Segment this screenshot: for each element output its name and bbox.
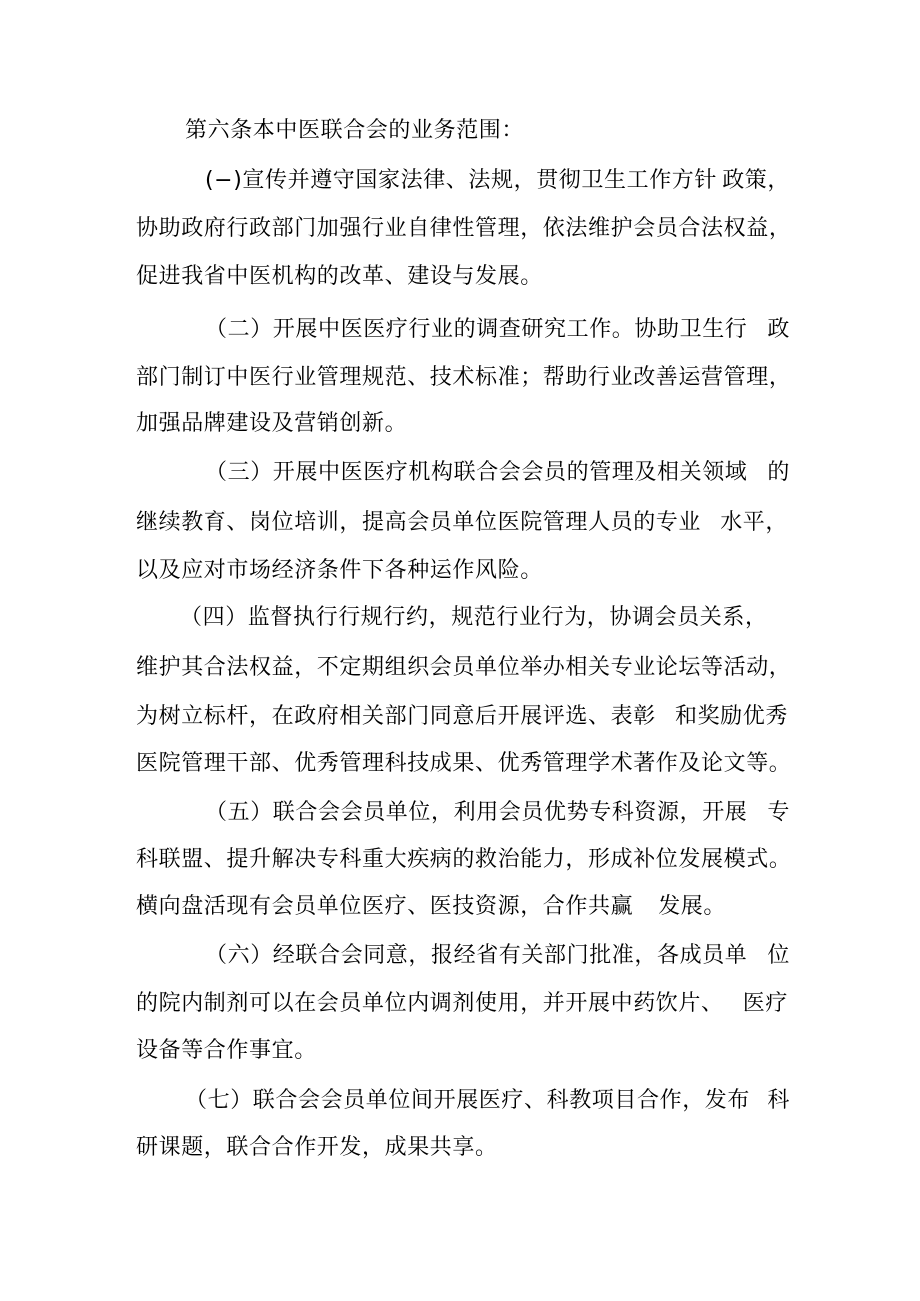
item-5-line-3 — [136, 892, 726, 922]
item-6-line-1 — [205, 941, 790, 971]
text-segment: 医院管理干部、优秀管理科技成果、优秀管理学 — [136, 751, 611, 776]
text-segment: 继续教育、岗位培训，提高会员单位医院管理人员的专业 — [136, 510, 702, 535]
item-2-line-3: 加强品牌建设及营销创新。 — [136, 411, 408, 436]
item-5-line-2 — [136, 845, 792, 875]
item-2-line-2 — [136, 363, 792, 393]
text-segment: 医疗 — [742, 991, 788, 1016]
item-1-line-2 — [136, 214, 792, 244]
text-segment: 展模式。 — [701, 847, 792, 872]
text-segment: 政策， — [722, 168, 790, 193]
text-segment: 的 — [767, 460, 790, 485]
item-5-line-1 — [205, 798, 790, 828]
item-2-line-1 — [205, 315, 790, 345]
text-segment: 水平， — [720, 510, 788, 535]
text-segment: 员合法权益， — [655, 216, 792, 241]
text-segment: (−)宣传并遵守国家法律、法规，贯彻卫生工作方针 — [205, 168, 718, 193]
item-6-line-2 — [136, 989, 788, 1019]
text-segment: 部门制订中医行业管理规范、技术标准；帮助行业改善运 — [136, 365, 702, 390]
item-4-line-1: （四）监督执行行规行约，规范行业行为，协调会员关系， — [180, 605, 768, 630]
item-3-line-2 — [136, 508, 788, 538]
item-4-line-4 — [136, 749, 792, 779]
text-segment: 的院内制剂可以在会员单位内调剂使用，并开展中药饮片、 — [136, 991, 724, 1016]
text-segment: 发展。 — [658, 894, 726, 919]
article-heading: 第六条本中医联合会的业务范围： — [185, 118, 525, 143]
item-1-line-3: 促进我省中医机构的改革、建设与发展。 — [136, 264, 543, 289]
item-7-line-1 — [185, 1086, 790, 1116]
item-1-line-1 — [205, 166, 790, 196]
text-segment: （七）联合会会员单位间开展医疗、科教项目合作，发布 — [185, 1088, 751, 1113]
item-4-line-3 — [136, 702, 788, 732]
text-segment: 营管理， — [701, 365, 792, 390]
text-segment: 科 — [767, 1088, 790, 1113]
item-3-line-3: 以及应对市场经济条件下各种运作风险。 — [136, 558, 543, 583]
text-segment: 术著作及论文等。 — [610, 751, 792, 776]
text-segment: 科联盟、提升解决专科重大疾病的救治能力，形成补位发 — [136, 847, 702, 872]
text-segment: 横向盘活现有会员单位医疗、医技资源，合作共赢 — [136, 894, 634, 919]
text-segment: （五）联合会会员单位，利用会员优势专科资源，开展 — [205, 800, 748, 825]
text-segment: 政 — [767, 317, 790, 342]
text-segment: 协助政府行政部门加强行业自律性管理，依法维护会 — [136, 216, 656, 241]
text-segment: 位 — [767, 943, 790, 968]
text-segment: （六）经联合会同意，报经省有关部门批准，各成员单 — [205, 943, 748, 968]
item-3-line-1 — [205, 458, 790, 488]
item-4-line-2 — [136, 653, 792, 683]
item-6-line-3: 设备等合作事宜。 — [136, 1038, 317, 1063]
text-segment: 活动， — [723, 655, 792, 680]
text-segment: 维护其合法权益，不定期组织会员单位举办相关专业论坛等 — [136, 655, 724, 680]
text-segment: 为树立标杆，在政府相关部门同意后开展评选、表彰 — [136, 704, 656, 729]
text-segment: 和奖励优秀 — [674, 704, 788, 729]
text-segment: （二）开展中医医疗行业的调查研究工作。协助卫生行 — [205, 317, 748, 342]
text-segment: 专 — [767, 800, 790, 825]
item-7-line-2: 研课题，联合合作开发，成果共享。 — [136, 1135, 498, 1160]
text-segment: （三）开展中医医疗机构联合会会员的管理及相关领域 — [205, 460, 748, 485]
